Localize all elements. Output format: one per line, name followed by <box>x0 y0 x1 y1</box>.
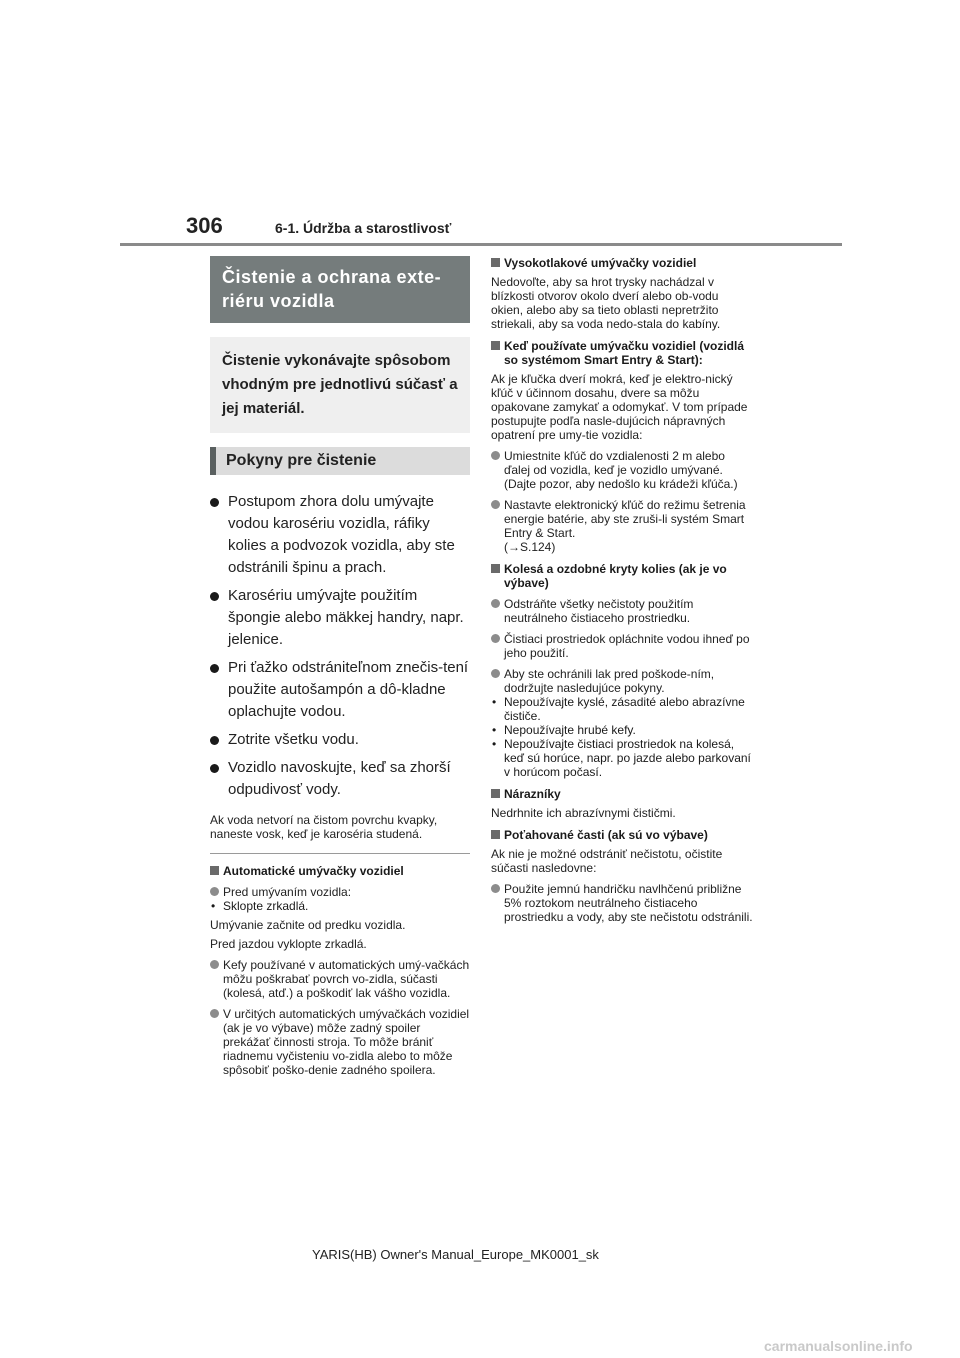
list-item: • Sklopte zrkadlá. <box>210 899 470 913</box>
auto-wash-bullet: V určitých automatických umývačkách vozidiel (ak je vo výbave) môže zadný spoiler prekážať činnosti stroja. To môže brániť riadnemu vyčisteniu vo-zidla alebo to môže spôsobiť poško-denie zadného spoilera. <box>210 1007 470 1077</box>
list-item: Zotrite všetku vodu. <box>210 729 470 751</box>
auto-wash-bullet: Pred umývaním vozidla: <box>210 885 470 899</box>
circle-bullet-icon <box>210 960 219 969</box>
paragraph: Umývanie začnite od predku vozidla. <box>210 917 406 932</box>
circle-bullet-icon <box>491 599 500 608</box>
list-item: Pri ťažko odstrániteľnom znečis-tení použite autošampón a dô-kladne oplachujte vodou. <box>210 657 470 723</box>
bumpers-heading: Nárazníky <box>491 787 753 801</box>
square-bullet-icon <box>491 789 500 798</box>
list-item: Postupom zhora dolu umývajte vodou karosériu vozidla, ráfiky kolies a podvozok vozidla, aby ste odstránili špinu a prach. <box>210 491 470 579</box>
bullet-icon <box>210 764 219 773</box>
wheels-bullet: Odstráňte všetky nečistoty použitím neutrálneho čistiaceho prostriedku. <box>491 597 753 625</box>
wheels-sub-list <box>491 695 753 779</box>
page-reference: (→S.124) <box>504 540 556 554</box>
smart-entry-heading: Keď používate umývačku vozidiel (vozidlá so systémom Smart Entry & Start): <box>491 339 753 367</box>
circle-bullet-icon <box>491 669 500 678</box>
divider <box>210 853 470 854</box>
cleaning-steps-list <box>210 491 470 801</box>
square-bullet-icon <box>491 564 500 573</box>
square-bullet-icon <box>210 866 219 875</box>
list-item: • Nepoužívajte kyslé, zásadité alebo abrazívne čističe. <box>491 695 753 723</box>
section-title-box: Čistenie a ochrana exte-riéru vozidla <box>210 256 470 323</box>
chapter-title: 6-1. Údržba a starostlivosť <box>275 220 452 236</box>
smart-entry-bullet: Nastavte elektronický kľúč do režimu šetrenia energie batérie, aby ste zruši-li systém Smart Entry & Start. (→S.124) <box>491 498 753 554</box>
wheels-bullet: Aby ste ochránili lak pred poškode-ním, dodržujte nasledujúce pokyny. <box>491 667 753 695</box>
paragraph: Nedovoľte, aby sa hrot trysky nachádzal v blízkosti otvorov okolo dverí alebo ob-vodu okien, alebo aby sa tieto oblasti nepretržito striekali, aby sa voda nedo-stala do kabíny. <box>491 275 721 331</box>
plated-parts-heading: Poťahované časti (ak sú vo výbave) <box>491 828 753 842</box>
auto-wash-heading: Automatické umývačky vozidiel <box>210 864 470 878</box>
circle-bullet-icon <box>491 884 500 893</box>
page-header <box>0 0 960 250</box>
circle-bullet-icon <box>210 887 219 896</box>
summary-box: Čistenie vykonávajte spôsobom vhodným pre jednotlivú súčasť a jej materiál. <box>210 337 470 433</box>
list-item: Vozidlo navoskujte, keď sa zhorší odpudivosť vody. <box>210 757 470 801</box>
right-column <box>491 256 753 924</box>
bullet-icon <box>210 736 219 745</box>
plated-parts-bullet: Použite jemnú handričku navlhčenú približne 5% roztokom neutrálneho čistiaceho prostriedku a vody, aby ste nečistotu odstránili. <box>491 882 753 924</box>
circle-bullet-icon <box>491 500 500 509</box>
header-divider <box>120 243 842 246</box>
auto-wash-sub-list <box>210 899 470 913</box>
watermark: carmanualsonline.info <box>764 1338 913 1354</box>
wax-note: Ak voda netvorí na čistom povrchu kvapky, naneste vosk, keď je karoséria studená. <box>210 812 438 841</box>
smart-entry-bullet: Umiestnite kľúč do vzdialenosti 2 m alebo ďalej od vozidla, keď je vozidlo umývané. (Dajte pozor, aby nedošlo ku krádeži kľúča.) <box>491 449 753 491</box>
circle-bullet-icon <box>491 634 500 643</box>
subsection-title: Pokyny pre čistenie <box>210 447 470 475</box>
page-number: 306 <box>186 213 223 238</box>
paragraph: Ak nie je možné odstrániť nečistotu, očistite súčasti nasledovne: <box>491 847 723 875</box>
bullet-icon <box>210 664 219 673</box>
list-item: • Nepoužívajte čistiaci prostriedok na kolesá, keď sú horúce, napr. po jazde alebo parkovaní v horúcom počasí. <box>491 737 753 779</box>
paragraph: Nedrhnite ich abrazívnymi čističmi. <box>491 806 676 820</box>
list-item: • Nepoužívajte hrubé kefy. <box>491 723 753 737</box>
paragraph: Ak je kľučka dverí mokrá, keď je elektro-nický kľúč v účinnom dosahu, dvere sa môžu opakovane zamykať a odomykať. V tom prípade postupujte podľa nasle-dujúcich nápravných opatrení pre umy-tie vozidla: <box>491 372 748 442</box>
wheels-bullet: Čistiaci prostriedok opláchnite vodou ihneď po jeho použití. <box>491 632 753 660</box>
wheels-heading: Kolesá a ozdobné kryty kolies (ak je vo výbave) <box>491 562 753 590</box>
bullet-icon <box>210 592 219 601</box>
high-pressure-heading: Vysokotlakové umývačky vozidiel <box>491 256 753 270</box>
left-column <box>210 256 470 1077</box>
page-footer: YARIS(HB) Owner's Manual_Europe_MK0001_sk <box>312 1247 599 1262</box>
square-bullet-icon <box>491 830 500 839</box>
bullet-icon <box>210 498 219 507</box>
circle-bullet-icon <box>491 451 500 460</box>
auto-wash-bullet: Kefy používané v automatických umý-vačkách môžu poškrabať povrch vo-zidla, súčasti (kolesá, atď.) a poškodiť lak vášho vozidla. <box>210 958 470 1000</box>
square-bullet-icon <box>491 258 500 267</box>
circle-bullet-icon <box>210 1009 219 1018</box>
paragraph: Pred jazdou vyklopte zrkadlá. <box>210 936 367 951</box>
square-bullet-icon <box>491 341 500 350</box>
list-item: Karosériu umývajte použitím špongie alebo mäkkej handry, napr. jelenice. <box>210 585 470 651</box>
